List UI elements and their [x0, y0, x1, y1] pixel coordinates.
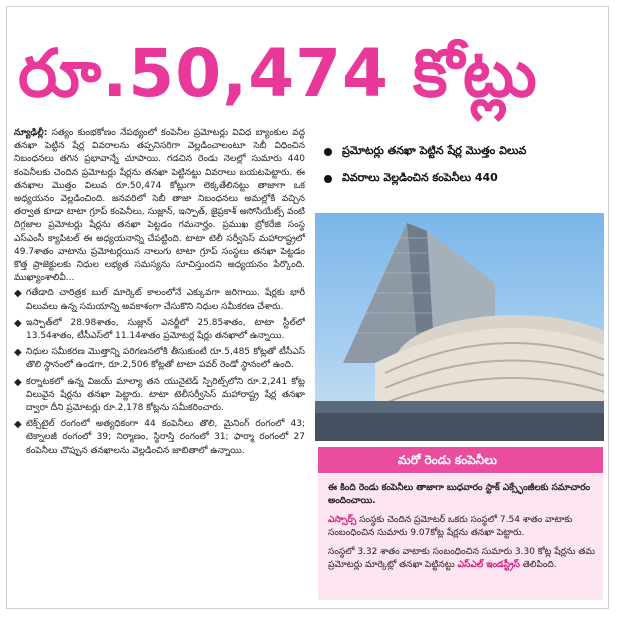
bullet-text: టెక్స్‌టైల్ రంగంలో అత్యధికంగా 44 కంపెనీలు తొలి, మైనింగ్ రంగంలో 43; టెక్నాలజీ రంగంలో 39; నిర్మాణం, స్థిరాస్తి రంగంలో 31; ఫార్మా రంగంలో 27 కంపెనీలు చొప్పున తనఖాలను వెల్లడించిన జాబితాలో ఉన్నాయి. — [26, 419, 305, 456]
building-illustration — [315, 213, 604, 441]
article-intro — [14, 127, 305, 285]
bullet-item — [14, 346, 305, 372]
bullet-diamond-icon: ◆ — [14, 376, 22, 388]
bullet-item — [14, 376, 305, 416]
key-point — [318, 168, 600, 190]
bullet-diamond-icon: ◆ — [14, 347, 22, 359]
company-detail: సంస్థకు చెందిన ప్రమోటర్ ఒకరు సంస్థలో 7.54 శాతం వాటాకు సంబంధించిన సుమారు 9.07కోట్ల షేర్లను తనఖా పెట్టారు. — [328, 515, 573, 538]
sidebar-item-essar — [328, 514, 596, 540]
company-detail: సంస్థలో 3.32 శాతం వాటాకు సంబంధించిన సుమారు 3.30 కోట్ల షేర్లను తమ ప్రమోటర్లు మార్కెట్లో తనఖా పెట్టినట్టు — [328, 547, 595, 570]
bullet-diamond-icon: ◆ — [14, 317, 22, 329]
key-point-text: వివరాలు వెల్లడించిన కంపెనీలు 440 — [342, 171, 498, 184]
key-point-text: ప్రమోటర్లు తనఖా పెట్టిన షేర్ల మొత్తం విలువ — [342, 144, 527, 157]
bullet-text: కర్నాటకలో ఉన్న విజయ్ మాల్యా తన యునైటెడ్ స్పిరిట్స్‌లోని రూ.2,241 కోట్ల విలువైన షేర్లను తనఖా పెట్టారు. టాటా టెలీసర్వీసెస్ మహారాష్ట్ర షేర్ల తనఖా ద్వారా దీని ప్రమోటర్లు రూ.2,178 కోట్లను సమీకరించారు. — [26, 376, 305, 414]
sidebar-item-sel — [328, 546, 596, 572]
bullet-item — [14, 317, 305, 343]
dateline: న్యూఢిల్లీ: — [14, 128, 48, 138]
bullet-text: గతేడాది చారిత్రక బుల్ మార్కెట్ కాలంలోనే ఎక్కువగా జరిగాయి. షేర్లకు భారీ విలువలు ఉన్న సమయాన్ని అవకాశంగా చేసుకొని నిధుల సమీకరణ చేశారు. — [26, 288, 305, 312]
article-body — [14, 127, 305, 597]
bullet-text: ఇస్పాత్‌లో 28.98శాతం, సుజ్లాన్ ఎనర్జీలో 25.85శాతం, టాటా స్టీల్‌లో 13.54శాతం, టీసీఎస్‌లో 11.14శాతం ప్రమోటర్ల షేర్లు తనఖాలో ఉన్నాయి. — [26, 317, 305, 342]
bullet-item — [14, 418, 305, 458]
sidebar-title: మరో రెండు కంపెనీలు — [318, 447, 603, 473]
intro-text: సత్యం కుంభకోణం నేపథ్యంలో కంపెనీల ప్రమోటర్లు వివిధ బ్యాంకుల వద్ద తనఖా పెట్టిన షేర్ల వివరాలను తప్పనిసరిగా వెల్లడించాలంటూ సెబీ విధించిన నిబంధనలు తగిన ప్రభావాన్నే చూపాయి. గడచిన రెండు నెలల్లో సుమారు 440 కంపెనీలకు చెందిన ప్రమోటర్లు షేర్లను తనఖా పెట్టినట్టు వివరాలు బయటపెట్టారు. ఈ తనఖాల మొత్తం విలువ రూ.50,474 కోట్లుగా లెక్కతేలినట్టు తాజాగా ఒక అధ్యయనం వెల్లడించింది. జనవరిలో సెబీ తాజా నిబంధనలు అమల్లోకి వచ్చిన తర్వాత కూడా టాటా గ్రూప్ కంపెనీలు, సుజ్లాన్, ఇస్పాత్, జైప్రకాశ్ అసోసియేట్స్ వంటి దిగ్గజాల ప్రమోటర్లు షేర్లను తనఖా పెట్టడం గమనార్హం. ప్రముఖ బ్రోకరేజి సంస్థ ఎస్ఎంసీ క్యాపిటల్ ఈ అధ్యయనాన్ని చేపట్టింది. టాటా టెలీ సర్వీసెస్ మహారాష్ట్రలో 49.7శాతం వాటాను ప్రమోటర్లయిన నాలుగు టాటా గ్రూప్ సంస్థలు తనఖా పెట్టడం కొత్త ప్రాజెక్టులకు నిధుల లభ్యత సమస్యను సూచిస్తుందని అధ్యయనం పేర్కొంది. ముఖ్యాంశాలివీ... — [14, 128, 305, 284]
company-name: ఎస్ఎల్ ఇండస్ట్రీస్ — [457, 560, 520, 570]
sidebar-intro: ఈ కింది రెండు కంపెనీలు తాజాగా బుధవారం స్టాక్ ఎక్స్ఛేంజీలకు సమాచారం అందించాయి. — [328, 483, 591, 506]
headline: రూ.50,474 కోట్లు — [18, 35, 538, 112]
bullet-text: నిధుల సమీకరణ మొత్తాన్ని పరిగణనలోకి తీసుకుంటే రూ.5,485 కోట్లతో టీసీఎస్ తొలి స్థానంలో ఉండగా, రూ.2,506 కోట్లతో టాటా పవర్ రెండో స్థానంలో ఉంది. — [26, 347, 305, 371]
bullet-item — [14, 287, 305, 313]
bullet-diamond-icon: ◆ — [14, 288, 22, 300]
sidebar-box — [318, 474, 603, 600]
bullet-dot-icon — [324, 175, 332, 183]
key-points — [318, 136, 600, 206]
bse-building-photo — [315, 213, 604, 441]
bullet-dot-icon — [324, 148, 332, 156]
company-detail-end: తెలిపింది. — [522, 560, 557, 570]
bullet-diamond-icon: ◆ — [14, 419, 22, 431]
key-point — [318, 141, 600, 163]
company-name: ఎస్సార్స్ — [328, 515, 357, 525]
